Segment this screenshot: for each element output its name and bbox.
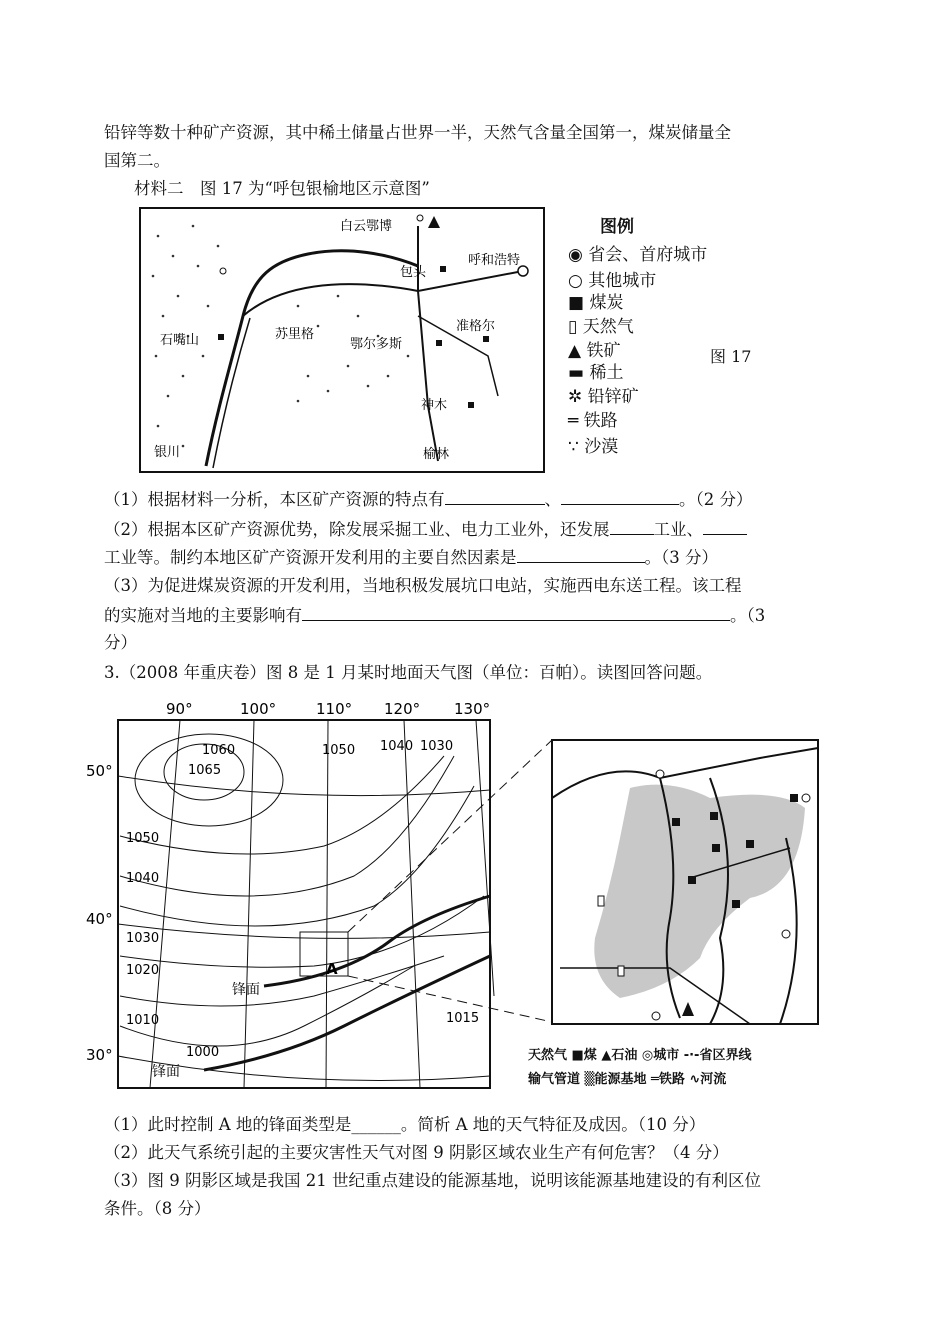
question-3-3: （3）图 9 阴影区域是我国 21 世纪重点建设的能源基地，说明该能源基地建设的有利区位: [104, 1171, 761, 1190]
place-baiyun: 白云鄂博: [340, 219, 393, 234]
isobar-label: 1065: [188, 763, 222, 778]
lead-zinc-icon: ✲: [568, 387, 588, 407]
iron-icon: ▲: [568, 341, 587, 361]
lat-label: 30°: [86, 1046, 113, 1064]
isobar-label: 1040: [126, 871, 160, 886]
answer-blank[interactable]: [703, 516, 747, 535]
q-text: 的实施对当地的主要影响有: [104, 606, 302, 625]
railway-icon: ═: [568, 411, 584, 431]
lat-label: 40°: [86, 910, 113, 928]
q-text: 。（2 分）: [679, 490, 753, 509]
lon-label: 120°: [384, 700, 421, 718]
place-baotou: 包头: [400, 265, 427, 280]
legend-item: 沙漠: [584, 437, 619, 457]
isobar-label: 1010: [126, 1013, 160, 1028]
question-2-3: （3）为促进煤炭资源的开发利用，当地积极发展坑口电站，实施西电东送工程。该工程: [104, 576, 742, 595]
q-text: 、: [544, 490, 561, 509]
q-text: （2）根据本区矿产资源优势，除发展采掘工业、电力工业外，还发展: [104, 520, 610, 539]
lon-label: 90°: [166, 700, 193, 718]
lat-label: 50°: [86, 762, 113, 780]
intro-line-2: 国第二。: [104, 151, 170, 170]
legend-item: 铁矿: [586, 341, 621, 361]
place-sulige: 苏里格: [275, 327, 315, 342]
isobar-label: 1030: [126, 931, 160, 946]
answer-blank[interactable]: [561, 486, 679, 505]
question-3-1: （1）此时控制 A 地的锋面类型是______。简析 A 地的天气特征及成因。（10 分）: [104, 1115, 706, 1134]
zoom-connectors: [340, 730, 560, 1030]
isobar-label: 1040: [380, 739, 414, 754]
front-label: 锋面: [232, 982, 260, 998]
place-shizuishan: 石嘴山: [160, 333, 200, 348]
place-shenmu: 神木: [421, 398, 448, 413]
question-3-2: （2）此天气系统引起的主要灾害性天气对图 9 阴影区域农业生产有何危害？（4 分）: [104, 1143, 729, 1162]
q-text: 。（3 分）: [644, 548, 718, 567]
place-huhehaote: 呼和浩特: [468, 253, 521, 268]
isobar-label: 1050: [322, 743, 356, 758]
rare-earth-icon: ▬: [568, 363, 590, 383]
legend-item: 铁路: [583, 411, 618, 431]
inset-legend-row-1: 天然气 ■煤 ▲石油 ◎城市 -·-省区界线: [528, 1048, 752, 1063]
question-2-2-cont: [104, 544, 718, 571]
intro-line-1: 铅锌等数十种矿产资源，其中稀土储量占世界一半，天然气含量全国第一，煤炭储量全: [104, 123, 731, 142]
place-yulin: 榆林: [423, 447, 450, 462]
legend-title: 图例: [600, 217, 634, 237]
question-3-3-cont: 条件。（8 分）: [104, 1199, 211, 1218]
question-2-3-cont: [104, 602, 765, 629]
point-a-label: A: [326, 960, 338, 978]
isobar-label: 1030: [420, 739, 454, 754]
material-2-caption: 材料二 图 17 为“呼包银榆地区示意图”: [134, 179, 430, 198]
figure-17-label: 图 17: [710, 347, 752, 366]
lon-label: 100°: [240, 700, 277, 718]
lon-label: 130°: [454, 700, 491, 718]
answer-blank[interactable]: [517, 544, 645, 563]
desert-icon: ∵: [568, 437, 585, 457]
q-text: 工业等。制约本地区矿产资源开发利用的主要自然因素是: [104, 548, 517, 567]
coal-icon: ■: [568, 293, 590, 313]
isobar-label: 1015: [446, 1011, 480, 1026]
isobar-label: 1050: [126, 831, 160, 846]
q-text: （1）根据材料一分析，本区矿产资源的特点有: [104, 490, 445, 509]
legend-item: 铅锌矿: [587, 387, 639, 407]
legend-item: 其他城市: [588, 271, 657, 291]
answer-blank[interactable]: [302, 602, 730, 621]
isobar-label: 1020: [126, 963, 160, 978]
question-2-1: [104, 486, 753, 513]
city-icon: ○: [568, 271, 589, 291]
figure-17-map: [138, 206, 548, 474]
isobar-label: 1060: [202, 743, 236, 758]
legend-item: 天然气: [582, 317, 634, 337]
isobar-label: 1000: [186, 1045, 220, 1060]
capital-icon: ◉: [568, 245, 589, 265]
inset-legend-row-2: 输气管道 ▒能源基地 ═铁路 ∿河流: [528, 1072, 727, 1087]
answer-blank[interactable]: [445, 486, 545, 505]
question-3-heading: 3.（2008 年重庆卷）图 8 是 1 月某时地面天气图（单位：百帕）。读图回答问题。: [104, 663, 713, 682]
place-eerduosi: 鄂尔多斯: [350, 337, 403, 352]
lon-label: 110°: [316, 700, 353, 718]
front-label: 锋面: [152, 1064, 180, 1080]
legend-item: 稀土: [589, 363, 624, 383]
q-text: 工业、: [653, 520, 703, 539]
legend-item: 煤炭: [589, 293, 624, 313]
place-zhungeer: 准格尔: [456, 319, 496, 334]
answer-blank[interactable]: [610, 516, 654, 535]
legend-item: 省会、首府城市: [588, 245, 708, 265]
gas-icon: ▯: [568, 317, 583, 337]
question-2-2: [104, 516, 747, 543]
inset-map: [550, 738, 822, 1028]
q-text: 。（3: [730, 606, 766, 625]
place-yinchuan: 银川: [154, 445, 181, 460]
question-2-3-end: 分）: [104, 633, 137, 652]
